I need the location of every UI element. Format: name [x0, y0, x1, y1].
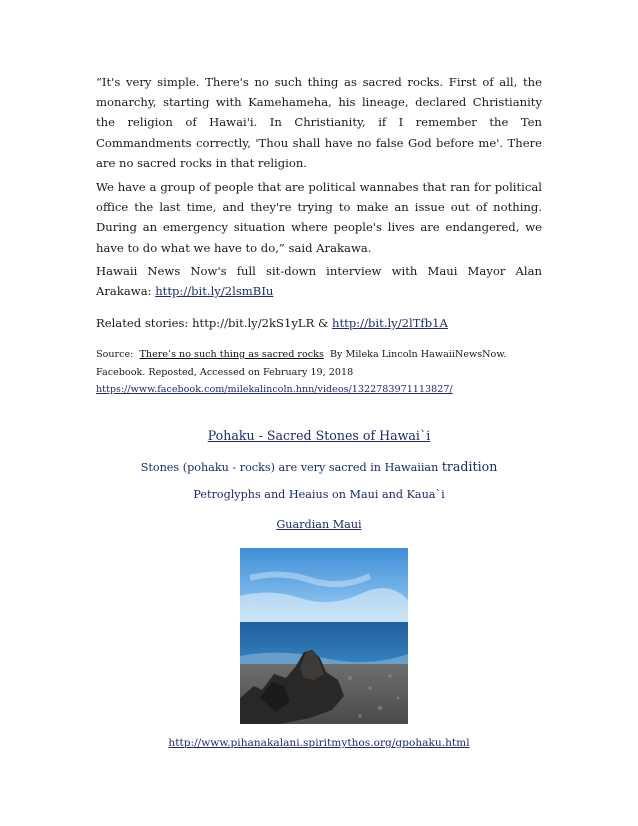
source-label: Source: [96, 349, 134, 360]
related-label: Related stories: http://bit.ly/2kS1yLR & [96, 316, 329, 330]
related-link[interactable]: http://bit.ly/2lTfb1A [332, 316, 448, 330]
source-title-link[interactable]: There’s no such thing as sacred rocks [139, 349, 324, 360]
interview-text: Hawaii News Now's full sit-down interview with Maui Mayor Alan Arakawa: [96, 264, 542, 299]
source-url-link[interactable]: https://www.facebook.com/milekalincoln.hnn/videos/1322783971113827/ [96, 384, 453, 396]
coastal-rocks-photo [240, 548, 408, 724]
interview-link[interactable]: http://bit.ly/2lsmBIu [155, 284, 274, 299]
source-line-2: Facebook. Reposted, Accessed on February 19, 2018 [96, 366, 354, 378]
guardian-maui-link-wrap [0, 518, 638, 531]
interview-paragraph [96, 261, 542, 301]
related-stories [96, 313, 542, 333]
footer-url-wrap [0, 737, 638, 749]
footer-url-link[interactable]: http://www.pihanakalani.spiritmythos.org/gpohaku.html [168, 737, 470, 749]
subtitle-end: tradition [441, 459, 498, 474]
section-line-2: Petroglyphs and Heaius on Maui and Kaua`i [193, 488, 445, 501]
section-title [0, 428, 638, 443]
subtitle-main: Stones (pohaku - rocks) are very sacred in Hawaiian [140, 461, 439, 474]
source-citation [96, 346, 542, 399]
quote-paragraph-2: We have a group of people that are political wannabes that ran for political office the last time, and they're trying to make an issue out of nothing. During an emergency situation where people's lives are endangered, we have to do what we have to do,” said Arakawa. [96, 180, 542, 255]
quote-paragraph-1: “It's very simple. There's no such thing as sacred rocks. First of all, the monarchy, starting with Kamehameha, his lineage, declared Christianity the religion of Hawai'i. In Christianity, if I remember the Ten Commandments correctly, 'Thou shall have no false God before me'. There are no sacred rocks in that religion. [96, 75, 542, 170]
source-line-1 [96, 346, 542, 364]
section-title-text: Pohaku - Sacred Stones of Hawai`i [207, 428, 431, 443]
section-subtitle [0, 459, 638, 474]
source-byline: By Mileka Lincoln HawaiiNewsNow. [329, 349, 507, 360]
guardian-maui-link[interactable]: Guardian Maui [276, 518, 362, 531]
